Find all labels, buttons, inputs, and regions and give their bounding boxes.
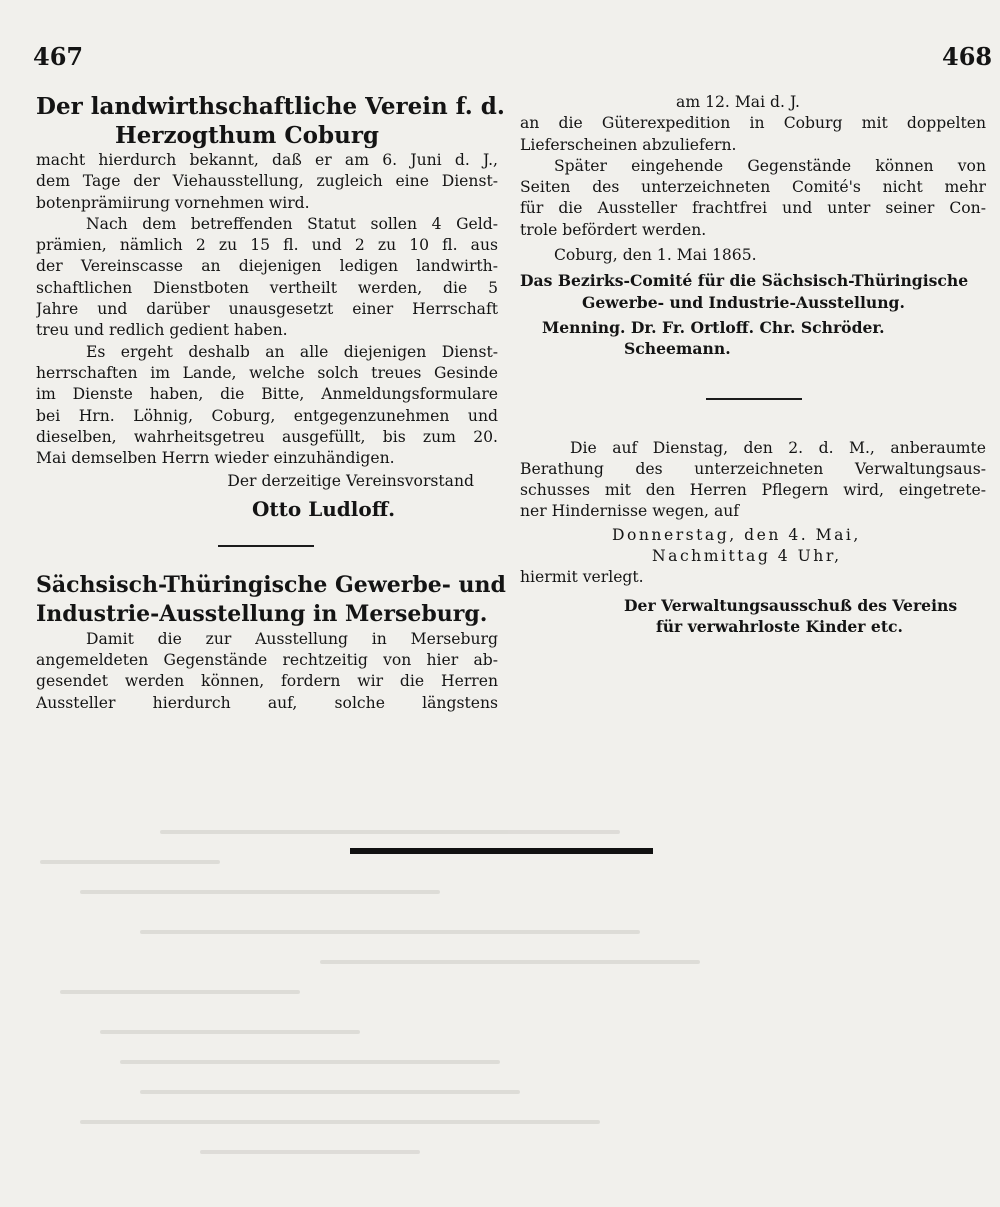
notice-merseburg-continued bbox=[520, 92, 986, 360]
notice-merseburg-line: angemeldeten Gegenstände rechtzeitig von hier ab- bbox=[36, 651, 498, 670]
notice-coburg-line: herrschaften im Lande, welche solch treues Gesinde bbox=[36, 363, 498, 382]
notice-merseburg-date: Coburg, den 1. Mai 1865. bbox=[554, 246, 757, 265]
bleed-through-stroke bbox=[140, 1090, 520, 1094]
notice-coburg-line: Mai demselben Herrn wieder einzuhändigen. bbox=[36, 449, 395, 468]
notice-verwaltung-line: Berathung des unterzeichneten Verwaltungsaus- bbox=[520, 459, 986, 478]
notice-verwaltung-line: Die auf Dienstag, den 2. d. M., anberaumte bbox=[570, 438, 986, 457]
delivery-date: am 12. Mai d. J. bbox=[676, 93, 800, 111]
notice-coburg-line: dem Tage der Viehausstellung, zugleich eine Dienst- bbox=[36, 172, 498, 191]
notice-coburg-line: prämien, nämlich 2 zu 15 fl. und 2 zu 10 fl. aus bbox=[36, 236, 498, 255]
notice-verwaltung-line: ner Hindernisse wegen, auf bbox=[520, 502, 740, 521]
notice-coburg-line: macht hierdurch bekannt, daß er am 6. Juni d. J., bbox=[36, 151, 498, 169]
notice-coburg-signoff-name: Otto Ludloff. bbox=[252, 496, 396, 521]
bleed-through-stroke bbox=[320, 960, 700, 964]
committee-name-1: Das Bezirks-Comité für die Sächsisch-Thüringische bbox=[520, 271, 969, 291]
notice-merseburg bbox=[36, 571, 506, 714]
notice-verwaltung-signature-2: für verwahrloste Kinder etc. bbox=[656, 616, 903, 636]
notice-coburg-line: schaftlichen Dienstboten vertheilt werden, die 5 bbox=[36, 278, 498, 297]
notice-coburg-line: Nach dem betreffenden Statut sollen 4 Geld- bbox=[86, 214, 498, 233]
bleed-through-stroke bbox=[100, 1030, 360, 1034]
notice-coburg bbox=[36, 92, 505, 523]
right-column bbox=[520, 92, 986, 637]
page-number-left: 467 bbox=[33, 42, 84, 71]
bleed-through-stroke bbox=[60, 990, 300, 994]
notice-coburg-line: der Vereinscasse an diejenigen ledigen landwirth- bbox=[36, 257, 498, 276]
notice-coburg-line: treu und redlich gedient haben. bbox=[36, 321, 288, 340]
notice-merseburg-line: Später eingehende Gegenstände können von bbox=[554, 156, 986, 175]
notice-coburg-line: botenprämiirung vornehmen wird. bbox=[36, 193, 310, 212]
bleed-through-background bbox=[20, 700, 980, 1180]
notice-merseburg-line: Seiten des unterzeichneten Comité's nicht mehr bbox=[520, 178, 986, 197]
notice-coburg-heading-2: Herzogthum Coburg bbox=[114, 122, 380, 149]
section-divider bbox=[706, 398, 802, 400]
left-column bbox=[36, 92, 506, 714]
notice-merseburg-line: an die Güterexpedition in Coburg mit doppelten bbox=[520, 114, 986, 133]
notice-coburg-signoff-label: Der derzeitige Vereinsvorstand bbox=[227, 472, 474, 491]
notice-coburg-line: Es ergeht deshalb an alle diejenigen Dienst- bbox=[86, 342, 498, 361]
notice-merseburg-line: trole befördert werden. bbox=[520, 220, 707, 239]
notice-verwaltung bbox=[520, 438, 986, 638]
notice-merseburg-line: Aussteller hierdurch auf, solche längstens bbox=[36, 693, 498, 712]
notice-coburg-heading-1: Der landwirthschaftliche Verein f. d. bbox=[36, 93, 505, 120]
bleed-through-stroke bbox=[40, 860, 220, 864]
notice-merseburg-line: Lieferscheinen abzuliefern. bbox=[520, 135, 737, 154]
notice-merseburg-heading-1: Sächsisch-Thüringische Gewerbe- und bbox=[36, 571, 506, 598]
committee-signers-2: Scheemann. bbox=[624, 339, 731, 359]
new-date-line-1: Donnerstag, den 4. Mai, bbox=[612, 525, 861, 544]
notice-verwaltung-tail: hiermit verlegt. bbox=[520, 568, 644, 587]
section-divider bbox=[218, 545, 314, 547]
committee-name-2: Gewerbe- und Industrie-Ausstellung. bbox=[582, 292, 905, 312]
notice-merseburg-line: für die Aussteller frachtfrei und unter seiner Con- bbox=[520, 199, 986, 218]
notice-coburg-line: bei Hrn. Löhnig, Coburg, entgegenzunehmen und bbox=[36, 406, 498, 425]
page-number-right: 468 bbox=[942, 42, 993, 71]
new-date-line-2: Nachmittag 4 Uhr, bbox=[652, 547, 842, 566]
bleed-through-stroke bbox=[140, 930, 640, 934]
bleed-through-stroke bbox=[80, 890, 440, 894]
committee-signers: Menning. Dr. Fr. Ortloff. Chr. Schröder. bbox=[542, 317, 885, 337]
bottom-thick-rule bbox=[350, 848, 653, 854]
notice-verwaltung-signature-1: Der Verwaltungsausschuß des Vereins bbox=[624, 595, 958, 615]
bleed-through-stroke bbox=[80, 1120, 600, 1124]
notice-merseburg-line: Damit die zur Ausstellung in Merseburg bbox=[86, 629, 498, 648]
notice-coburg-line: im Dienste haben, die Bitte, Anmeldungsformulare bbox=[36, 385, 498, 404]
notice-merseburg-line: gesendet werden können, fordern wir die Herren bbox=[36, 672, 498, 691]
notice-merseburg-heading-2: Industrie-Ausstellung in Merseburg. bbox=[36, 600, 488, 627]
notice-coburg-line: dieselben, wahrheitsgetreu ausgefüllt, bis zum 20. bbox=[36, 427, 498, 446]
bleed-through-stroke bbox=[160, 830, 620, 834]
bleed-through-stroke bbox=[200, 1150, 420, 1154]
notice-verwaltung-line: schusses mit den Herren Pflegern wird, eingetrete- bbox=[520, 481, 986, 500]
bleed-through-stroke bbox=[120, 1060, 500, 1064]
notice-coburg-line: Jahre und darüber unausgesetzt einer Herrschaft bbox=[36, 300, 498, 319]
